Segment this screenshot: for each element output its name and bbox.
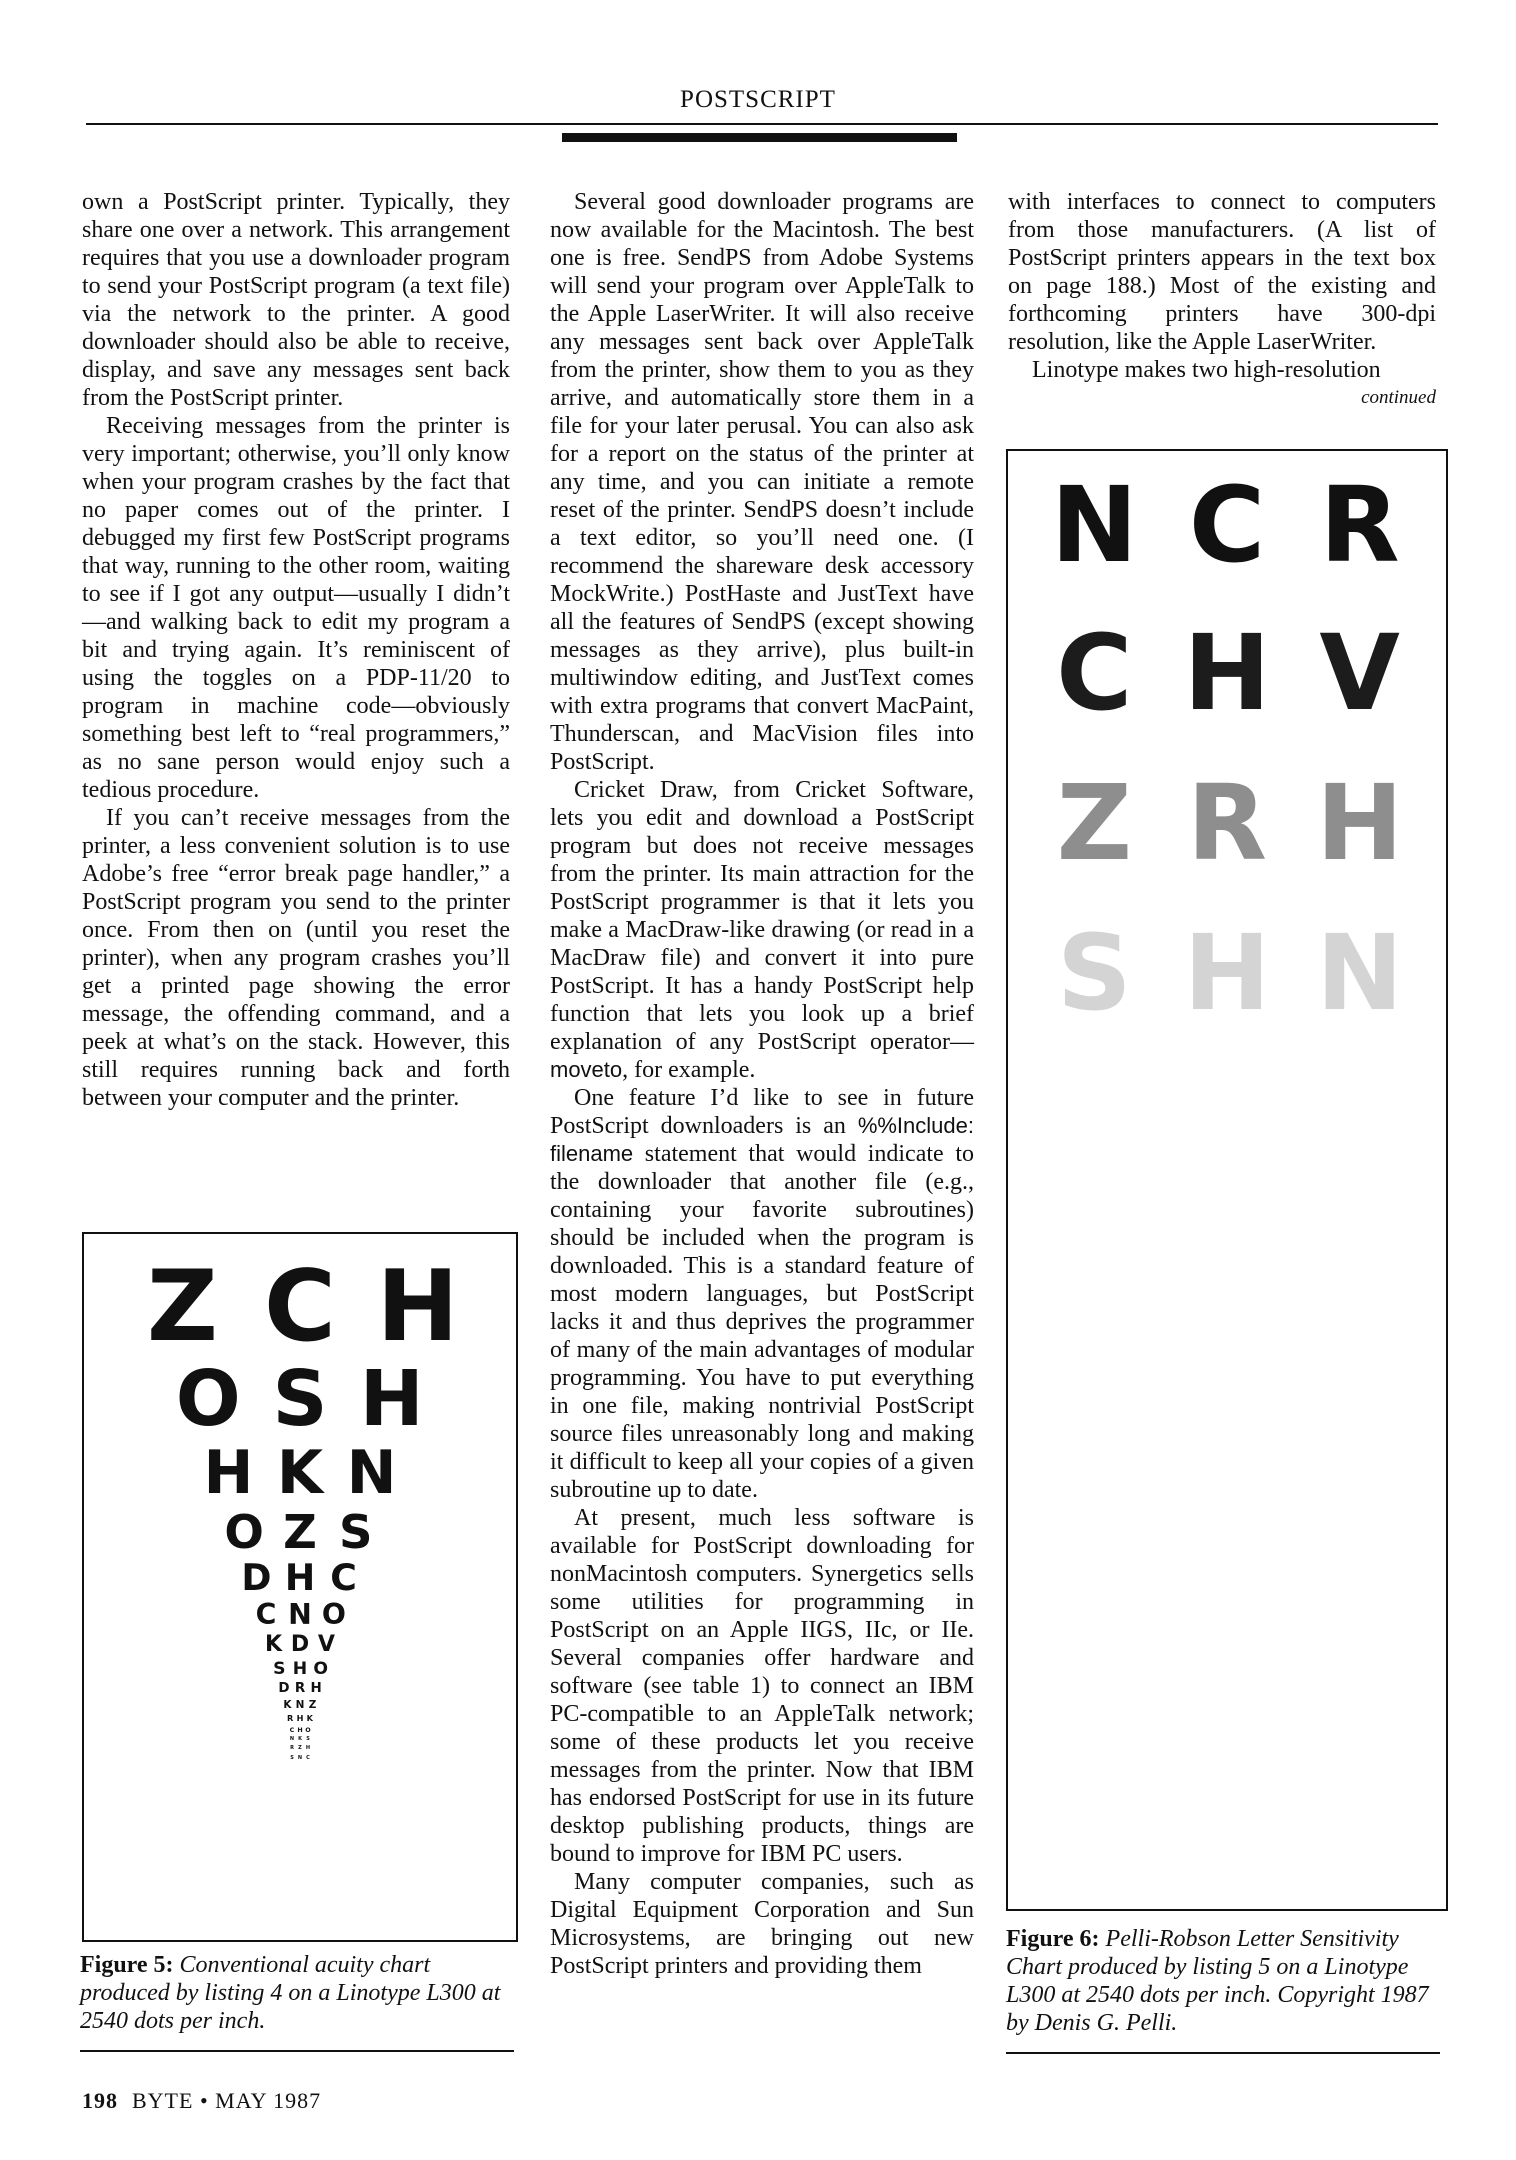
sensitivity-row xyxy=(1008,912,1446,1034)
acuity-letter: H xyxy=(359,1354,424,1444)
sensitivity-letter: C xyxy=(1056,612,1133,734)
col2-paragraph-3 xyxy=(550,1084,974,1504)
figure-5-caption xyxy=(80,1951,520,2035)
acuity-letter: N xyxy=(346,1438,397,1508)
figure-5-acuity-chart xyxy=(82,1232,518,1942)
col2-p2-text-a: Cricket Draw, from Cricket Software, lets you edit and download a PostScript program but does not receive messages from the printer. Its main attraction for the PostScript programmer is that it lets you make a MacDraw-like drawing (or read in a MacDraw file) and convert it into pure PostScript. It has a handy PostScript help function that lets you look up a brief explanation of any PostScript operator— xyxy=(550,777,974,1055)
acuity-row xyxy=(84,1598,516,1632)
sensitivity-letter: V xyxy=(1319,612,1400,734)
column-2 xyxy=(550,188,974,1980)
acuity-letter: H xyxy=(310,1681,322,1697)
figure-5-rule xyxy=(80,2050,514,2052)
acuity-letter: N xyxy=(297,1754,303,1761)
header-bar xyxy=(562,133,957,142)
acuity-letter: D xyxy=(241,1556,272,1600)
acuity-letter: H xyxy=(296,1713,304,1724)
acuity-letter: S xyxy=(339,1504,373,1559)
col1-paragraph-1: own a PostScript printer. Typically, they share one over a network. This arrangement requires that you use a downloader program to send your PostScript program (a text file) via the network to the printer. A good downloader should also be able to receive, display, and save any messages sent back from the PostScript printer. xyxy=(82,189,510,411)
col1-paragraph-2: Receiving messages from the printer is very important; otherwise, you’ll only know when your program crashes by the fact that no paper comes out of the printer. I debugged my first few PostScript programs that way, running to the other room, waiting to see if I got any output—usually I didn’t—and walking back to edit my program a bit and trying again. It’s reminiscent of using the toggles on a PDP-11/20 to program in machine code—obviously something best left to “real programmers,” as no sane person would enjoy such a tedious procedure. xyxy=(82,413,510,803)
col2-p2-text-b: , for example. xyxy=(622,1057,756,1083)
acuity-letter: Z xyxy=(146,1250,218,1364)
acuity-letter: H xyxy=(284,1556,316,1600)
col2-p3-code: %%Include: filename xyxy=(550,1113,974,1166)
page-number: 198 xyxy=(82,2088,118,2113)
col2-paragraph-4: At present, much less software is available for PostScript downloading for nonMacintosh computers. Synergetics sells some utilities for programming in PostScript on an Apple IIGS, IIc, or IIe. Several companies offer hardware and software (see table 1) to connect an IBM PC-compatible to an AppleTalk network; some of these products let you receive messages from the printer. Now that IBM has endorsed PostScript for use in its future desktop publishing products, things are bound to improve for IBM PC users. xyxy=(550,1505,974,1867)
acuity-row xyxy=(84,1714,516,1722)
acuity-letter: K xyxy=(264,1632,283,1658)
magazine-issue: BYTE • MAY 1987 xyxy=(132,2088,322,2113)
acuity-letter: C xyxy=(255,1598,277,1632)
page-footer xyxy=(82,2088,321,2114)
acuity-letter: D xyxy=(278,1681,290,1697)
acuity-letter: Z xyxy=(283,1504,317,1559)
sensitivity-letter: R xyxy=(1186,762,1268,884)
acuity-row xyxy=(84,1658,516,1679)
acuity-row xyxy=(84,1556,516,1600)
sensitivity-letter: N xyxy=(1316,912,1404,1034)
col1-paragraph-3: If you can’t receive messages from the printer, a less convenient solution is to use Adobe’s free “error break page handler,” a PostScript program you send to the printer once. From then on (until you reset the printer), when any program crashes you’ll get a printed page showing the error message, the offending command, and a peek at what’s on the stack. However, this still requires running back and forth between your computer and the printer. xyxy=(82,805,510,1111)
acuity-letter: R xyxy=(290,1745,294,1752)
acuity-row xyxy=(84,1438,516,1508)
acuity-row xyxy=(84,1737,516,1742)
acuity-row xyxy=(84,1634,516,1656)
acuity-letter: C xyxy=(330,1556,357,1600)
acuity-row xyxy=(84,1354,516,1444)
acuity-letter: H xyxy=(203,1438,254,1508)
acuity-letter: H xyxy=(305,1745,311,1752)
acuity-letter: H xyxy=(292,1658,308,1679)
acuity-row xyxy=(84,1700,516,1710)
sensitivity-letter: C xyxy=(1188,464,1266,586)
acuity-letter: D xyxy=(290,1632,310,1658)
figure-5-caption-text: Conventional acuity chart produced by listing 4 on a Linotype L300 at 2540 dots per inch. xyxy=(80,1952,501,2034)
acuity-letter: R xyxy=(294,1681,306,1697)
col2-p3-text-b: statement that would indicate to the downloader that another file (e.g., containing your favorite subroutines) should be included when the program is downloaded. This is a standard feature of most modern languages, but PostScript lacks it and thus deprives the programmer of many of the main advantages of modular programming. You have to put everything in one file, making nontrivial PostScript source files unreasonably long and making it difficult to keep all your copies of a given subroutine up to date. xyxy=(550,1141,974,1503)
sensitivity-letter: Z xyxy=(1056,762,1133,884)
acuity-letter: N xyxy=(295,1698,305,1711)
col3-paragraph-1: with interfaces to connect to computers from those manufacturers. (A list of PostScript printers appears in the text box on page 188.) Most of the existing and forthcoming printers have 300-dpi resolution, like the Apple LaserWriter. xyxy=(1008,189,1436,355)
acuity-letter: K xyxy=(276,1438,324,1508)
header-rule xyxy=(86,123,1438,125)
col2-paragraph-5: Many computer companies, such as Digital Equipment Corporation and Sun Microsystems, are bringing out new PostScript printers and providing them xyxy=(550,1869,974,1979)
acuity-letter: K xyxy=(283,1698,292,1711)
column-3 xyxy=(1008,188,1436,410)
sensitivity-row xyxy=(1008,762,1446,884)
acuity-letter: O xyxy=(305,1725,311,1734)
running-header: POSTSCRIPT xyxy=(680,86,836,113)
acuity-letter: S xyxy=(306,1736,310,1743)
figure-6-caption-text: Pelli-Robson Letter Sensitivity Chart produced by listing 5 on a Linotype L300 at 2540 dots per inch. Copyright 1987 by Denis G. Pelli. xyxy=(1006,1926,1429,2036)
sensitivity-letter: H xyxy=(1183,912,1271,1034)
acuity-letter: S xyxy=(290,1754,294,1761)
acuity-letter: Z xyxy=(298,1745,302,1752)
acuity-letter: O xyxy=(224,1504,264,1559)
col2-p2-code: moveto xyxy=(550,1057,623,1082)
acuity-letter: S xyxy=(273,1658,286,1679)
acuity-letter: K xyxy=(306,1713,313,1724)
acuity-row xyxy=(84,1250,516,1364)
figure-6-label: Figure 6: xyxy=(1006,1926,1100,1952)
acuity-letter: O xyxy=(321,1598,346,1632)
figure-6-caption xyxy=(1006,1925,1446,2037)
col2-paragraph-1: Several good downloader programs are now available for the Macintosh. The best one is free. SendPS from Adobe Systems will send your program over AppleTalk to the Apple LaserWriter. It will also receive any messages sent back over AppleTalk from the printer, show them to you as they arrive, and automatically store them in a file for your later perusal. You can also ask for a report on the status of the printer at any time, and you can initiate a remote reset of the printer. SendPS doesn’t include a text editor, so you’ll need one. (I recommend the shareware desk accessory MockWrite.) PostHaste and JustText have all the features of SendPS (except showing messages as they arrive), plus built-in multiwindow editing, and JustText comes with extra programs that convert MacPaint, Thunderscan, and MacVision files into PostScript. xyxy=(550,189,974,775)
sensitivity-row xyxy=(1008,464,1446,586)
acuity-letter: C xyxy=(289,1725,295,1734)
continued-label: continued xyxy=(1361,387,1436,408)
acuity-letter: C xyxy=(264,1250,336,1364)
figure-5-label: Figure 5: xyxy=(80,1952,174,1978)
acuity-letter: H xyxy=(376,1250,459,1364)
sensitivity-letter: R xyxy=(1319,464,1400,586)
sensitivity-row xyxy=(1008,612,1446,734)
acuity-row xyxy=(84,1746,516,1751)
acuity-letter: K xyxy=(298,1736,302,1743)
acuity-row xyxy=(84,1682,516,1695)
acuity-letter: O xyxy=(175,1354,241,1444)
figure-6-rule xyxy=(1006,2052,1440,2054)
col2-paragraph-2 xyxy=(550,776,974,1084)
acuity-letter: V xyxy=(317,1632,335,1658)
acuity-letter: C xyxy=(306,1754,310,1761)
acuity-letter: R xyxy=(287,1713,294,1724)
figure-6-pelli-robson-chart xyxy=(1006,449,1448,1911)
acuity-row xyxy=(84,1504,516,1559)
acuity-letter: S xyxy=(272,1354,328,1444)
col2-p3-text-a: One feature I’d like to see in future PostScript downloaders is an xyxy=(550,1085,974,1139)
sensitivity-letter: N xyxy=(1050,464,1138,586)
sensitivity-letter: H xyxy=(1183,612,1271,734)
column-1 xyxy=(82,188,510,1112)
sensitivity-letter: H xyxy=(1316,762,1404,884)
acuity-letter: N xyxy=(289,1736,295,1743)
acuity-row xyxy=(84,1727,516,1733)
acuity-letter: Z xyxy=(308,1698,317,1711)
acuity-row xyxy=(84,1756,516,1761)
acuity-letter: H xyxy=(297,1725,303,1734)
col3-paragraph-2: Linotype makes two high-resolution xyxy=(1032,357,1381,383)
acuity-letter: N xyxy=(288,1598,312,1632)
sensitivity-letter: S xyxy=(1056,912,1132,1034)
acuity-letter: O xyxy=(313,1658,328,1679)
